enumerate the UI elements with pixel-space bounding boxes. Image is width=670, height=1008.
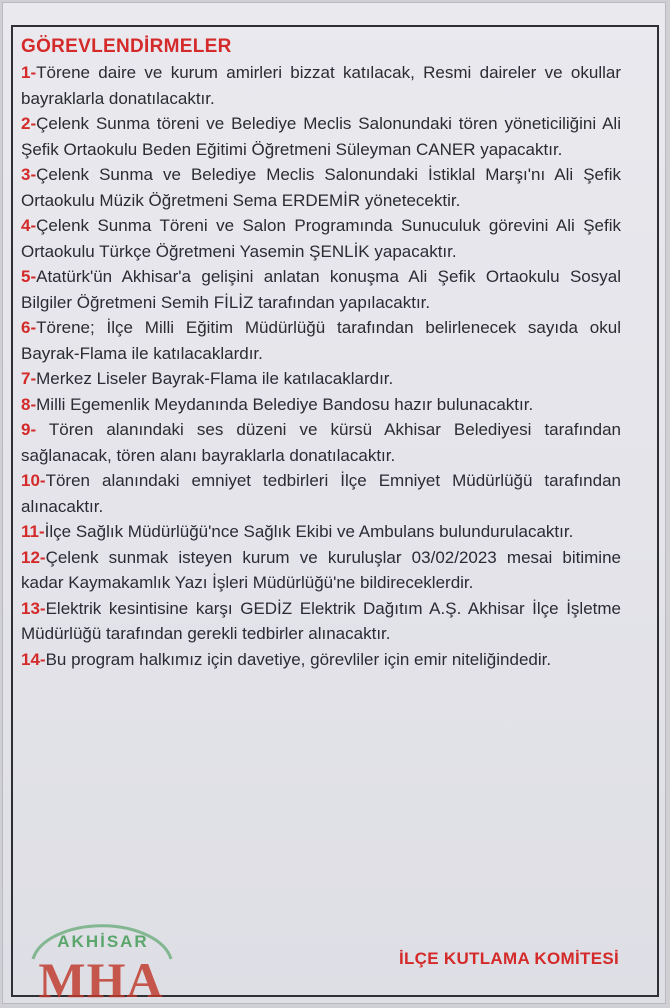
logo-main-text: MHA (38, 952, 164, 1005)
item-text: Törene daire ve kurum amirleri bizzat katılacak, Resmi daireler ve okullar bayraklarla donatılacaktır. (21, 63, 621, 108)
item-number: 14- (21, 649, 46, 669)
item-text: Tören alanındaki emniyet tedbirleri İlçe Emniyet Müdürlüğü tarafından alınacaktır. (21, 471, 621, 516)
list-item (21, 111, 621, 162)
item-number: 7- (21, 369, 37, 388)
item-number: 2- (21, 114, 37, 133)
item-number: 5- (21, 267, 37, 286)
list-item (21, 60, 621, 111)
item-text: Atatürk'ün Akhisar'a gelişini anlatan konuşma Ali Şefik Ortaokulu Sosyal Bilgiler Öğretmeni Semih FİLİZ tarafından yapılacaktır. (21, 267, 621, 312)
document-heading: GÖREVLENDİRMELER (21, 36, 232, 57)
item-number: 11- (21, 522, 45, 541)
item-number: 3- (21, 165, 37, 184)
item-number: 9- (21, 420, 37, 439)
item-number: 12- (21, 547, 46, 567)
item-text: İlçe Sağlık Müdürlüğü'nce Sağlık Ekibi ve Ambulans bulundurulacaktır. (44, 522, 574, 541)
item-number: 8- (21, 394, 37, 414)
item-number: 1- (21, 63, 37, 82)
list-item (21, 162, 621, 213)
item-text: Çelenk sunmak isteyen kurum ve kuruluşlar 03/02/2023 mesai bitimine kadar Kaymakamlık Yazı İşleri Müdürlüğü'ne bildireceklerdir. (21, 547, 621, 592)
item-text: Çelenk Sunma ve Belediye Meclis Salonundaki İstiklal Marşı'nı Ali Şefik Ortaokulu Müzik Öğretmeni Sema ERDEMİR yönetecektir. (21, 165, 621, 210)
list-item (21, 647, 621, 673)
logo-top-text: AKHİSAR (57, 932, 149, 951)
item-number: 6- (21, 318, 37, 337)
list-item (21, 315, 621, 366)
list-item (21, 392, 621, 418)
list-item (21, 213, 621, 264)
item-text: Milli Egemenlik Meydanında Belediye Bandosu hazır bulunacaktır. (36, 394, 534, 414)
list-item (21, 519, 621, 545)
item-number: 4- (21, 216, 37, 235)
list-item (21, 468, 621, 519)
document-page (2, 2, 666, 1004)
item-number: 13- (21, 598, 46, 618)
list-item (21, 596, 621, 647)
item-text: Törene; İlçe Milli Eğitim Müdürlüğü tarafından belirlenecek sayıda okul Bayrak-Flama ile katılacaklardır. (21, 318, 621, 363)
item-text: Elektrik kesintisine karşı GEDİZ Elektrik Dağıtım A.Ş. Akhisar İlçe İşletme Müdürlüğü tarafından gerekli tedbirler alınacaktır. (21, 598, 621, 643)
list-item (21, 417, 621, 468)
item-text: Tören alanındaki ses düzeni ve kürsü Akhisar Belediyesi tarafından sağlanacak, tören alanı bayraklarla donatılacaktır. (21, 420, 621, 465)
item-text: Merkez Liseler Bayrak-Flama ile katılacaklardır. (36, 369, 394, 388)
akhisar-mha-logo (13, 915, 193, 1005)
item-text: Çelenk Sunma töreni ve Belediye Meclis Salonundaki tören yöneticiliğini Ali Şefik Ortaokulu Beden Eğitimi Öğretmeni Süleyman CANER yapacaktır. (21, 114, 621, 159)
list-item (21, 264, 621, 315)
signature-committee: İLÇE KUTLAMA KOMİTESİ (398, 949, 619, 968)
item-text: Bu program halkımız için davetiye, görevliler için emir niteliğindedir. (45, 649, 552, 669)
list-item (21, 366, 621, 392)
document-content (21, 33, 621, 672)
item-number: 10- (21, 471, 46, 490)
list-item (21, 545, 621, 596)
item-text: Çelenk Sunma Töreni ve Salon Programında Sunuculuk görevini Ali Şefik Ortaokulu Türkçe Öğretmeni Yasemin ŞENLİK yapacaktır. (21, 216, 621, 261)
